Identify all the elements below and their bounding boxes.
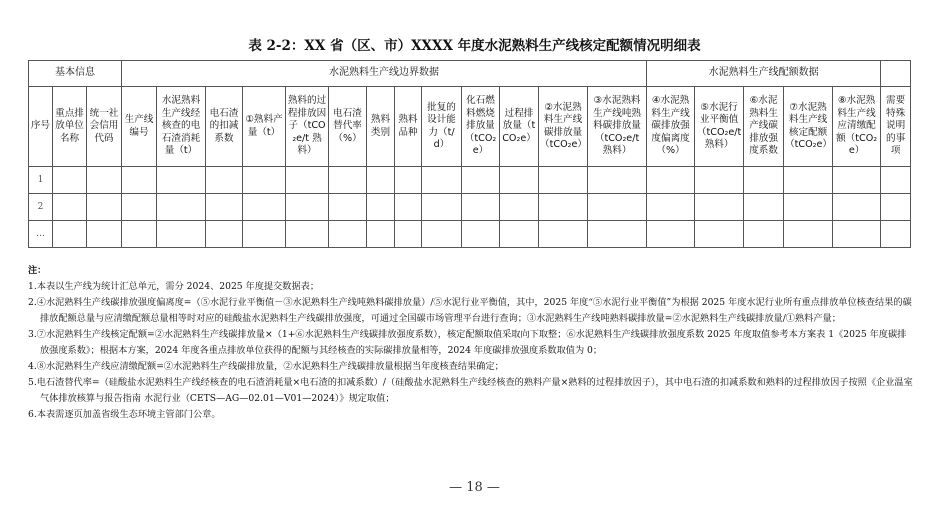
table-cell xyxy=(122,221,157,248)
row-number: 2 xyxy=(29,194,53,221)
table-cell xyxy=(395,167,422,194)
column-header: ②水泥熟料生产线碳排放量（tCO₂e） xyxy=(539,87,588,167)
column-header: 电石渣的扣减系数 xyxy=(206,87,243,167)
column-header: ③水泥熟料生产线吨熟料碳排放量（tCO₂e/t 熟料） xyxy=(588,87,647,167)
column-header: 熟料类别 xyxy=(367,87,395,167)
table-cell xyxy=(539,194,588,221)
quota-detail-table xyxy=(28,60,911,248)
table-cell xyxy=(588,221,647,248)
note-item: 5.电石渣替代率=（硅酸盐水泥熟料生产线经核查的电石渣消耗量×电石渣的扣减系数）/（硅酸盐水泥熟料生产线经核查的熟料产量×熟料的过程排放因子），其中电石渣的扣减系数和熟料的过程排放因子按照《企业温室气体排放核算与报告指南 水泥行业（CETS—AG—02.01—V01—2024）》规定取值； xyxy=(28,377,913,404)
table-cell xyxy=(588,167,647,194)
column-header: 需要特殊说明的事项 xyxy=(881,87,911,167)
table-cell xyxy=(87,221,122,248)
row-number: … xyxy=(29,221,53,248)
column-header: 重点排放单位名称 xyxy=(53,87,87,167)
table-cell xyxy=(243,221,286,248)
column-header: 生产线编号 xyxy=(122,87,157,167)
table-cell xyxy=(695,221,744,248)
table-cell xyxy=(422,194,462,221)
table-cell xyxy=(500,194,539,221)
column-header: 水泥熟料生产线经核查的电石渣消耗量（t） xyxy=(157,87,206,167)
note-item: 3.⑦水泥熟料生产线核定配额=②水泥熟料生产线碳排放量×（1+⑥水泥熟料生产线碳排放强度系数），核定配额取值采取向下取整；⑥水泥熟料生产线碳排放强度系数 2025 年度取值参考本方案表 1《2025 年度碳排放强度系数》；根据本方案，2024 年度各重点排放单位获得的配额与其经核查的实际碳排放量相等，2024 年度碳排放强度系数取值为 0； xyxy=(28,329,907,356)
column-header: ④水泥熟料生产线碳排放强度偏离度（%） xyxy=(647,87,695,167)
column-header: 电石渣替代率（%） xyxy=(329,87,367,167)
table-cell xyxy=(329,167,367,194)
table-cell xyxy=(157,194,206,221)
table-cell xyxy=(744,221,784,248)
table-cell xyxy=(695,194,744,221)
table-cell xyxy=(784,167,833,194)
table-cell xyxy=(206,167,243,194)
table-cell xyxy=(157,167,206,194)
table-cell xyxy=(647,221,695,248)
column-header: 过程排放量（tCO₂e） xyxy=(500,87,539,167)
table-cell xyxy=(157,221,206,248)
table-cell xyxy=(53,221,87,248)
table-cell xyxy=(744,194,784,221)
group-boundary-data: 水泥熟料生产线边界数据 xyxy=(122,61,647,87)
table-cell xyxy=(422,167,462,194)
column-header: ⑦水泥熟料生产线核定配额（tCO₂e） xyxy=(784,87,833,167)
table-cell xyxy=(500,221,539,248)
group-basic-info: 基本信息 xyxy=(29,61,122,87)
table-row xyxy=(29,194,911,221)
table-cell xyxy=(833,167,881,194)
table-cell xyxy=(539,221,588,248)
table-cell xyxy=(422,221,462,248)
notes xyxy=(28,263,913,423)
note-item: 6.本表需逐页加盖省级生态环境主管部门公章。 xyxy=(28,409,221,420)
table-cell xyxy=(647,194,695,221)
table-cell xyxy=(87,167,122,194)
row-number: 1 xyxy=(29,167,53,194)
table-cell xyxy=(784,194,833,221)
note-item: 4.⑧水泥熟料生产线应清缴配额=②水泥熟料生产线碳排放量，②水泥熟料生产线碳排放量根据当年度核查结果确定； xyxy=(28,361,504,372)
table-cell xyxy=(462,167,500,194)
table-cell xyxy=(206,194,243,221)
table-cell xyxy=(122,167,157,194)
page-number: — 18 — xyxy=(449,480,500,495)
table-cell xyxy=(395,221,422,248)
table-cell xyxy=(588,194,647,221)
column-header: ⑥水泥熟料生产线碳排放强度系数 xyxy=(744,87,784,167)
table-cell xyxy=(286,221,329,248)
table-cell xyxy=(329,221,367,248)
column-header: 统一社会信用代码 xyxy=(87,87,122,167)
column-header: 化石燃料燃烧排放量（tCO₂e） xyxy=(462,87,500,167)
table-cell xyxy=(833,221,881,248)
table-cell xyxy=(881,221,911,248)
column-header: 批复的设计能力（t/d） xyxy=(422,87,462,167)
table-cell xyxy=(286,167,329,194)
table-cell xyxy=(647,167,695,194)
table-cell xyxy=(367,167,395,194)
table-cell xyxy=(500,167,539,194)
note-item: 1.本表以生产线为统计汇总单元，需分 2024、2025 年度提交数据表； xyxy=(28,281,320,292)
table-cell xyxy=(243,167,286,194)
table-cell xyxy=(367,221,395,248)
column-header: ⑧水泥熟料生产线应清缴配额（tCO₂e） xyxy=(833,87,881,167)
table-cell xyxy=(784,221,833,248)
table-cell xyxy=(243,194,286,221)
table-cell xyxy=(87,194,122,221)
table-cell xyxy=(695,167,744,194)
table-cell xyxy=(539,167,588,194)
column-header: 熟料品种 xyxy=(395,87,422,167)
table-cell xyxy=(367,194,395,221)
table-cell xyxy=(744,167,784,194)
table-cell xyxy=(286,194,329,221)
table-title: 表 2-2：XX 省（区、市）XXXX 年度水泥熟料生产线核定配额情况明细表 xyxy=(248,38,701,54)
table-cell xyxy=(881,194,911,221)
notes-label: 注： xyxy=(28,265,47,276)
table-cell xyxy=(206,221,243,248)
table-cell xyxy=(329,194,367,221)
note-item: 2.④水泥熟料生产线碳排放强度偏离度=（⑤水泥行业平衡值－③水泥熟料生产线吨熟料碳排放量）/⑤水泥行业平衡值，其中，2025 年度“⑤水泥行业平衡值”为根据 2025 年度水泥行业所有重点排放单位核查结果的碳排放配额总量与应清缴配额总量相等时对应的硅酸盐水泥熟料生产线碳排放强度，可通过全国碳市场管理平台进行查询；③水泥熟料生产线吨熟料碳排放量=②水泥熟料生产线碳排放量/①熟料产量； xyxy=(28,297,912,324)
table-cell xyxy=(462,221,500,248)
group-quota-data: 水泥熟料生产线配额数据 xyxy=(647,61,881,87)
column-header: 序号 xyxy=(29,87,53,167)
table-cell xyxy=(462,194,500,221)
table-cell xyxy=(881,167,911,194)
table-cell xyxy=(395,194,422,221)
table-cell xyxy=(122,194,157,221)
table-cell xyxy=(53,167,87,194)
table-row xyxy=(29,221,911,248)
column-header: 熟料的过程排放因子（tCO₂e/t 熟料） xyxy=(286,87,329,167)
table-row xyxy=(29,167,911,194)
table-cell xyxy=(833,194,881,221)
column-header: ①熟料产量（t） xyxy=(243,87,286,167)
table-cell xyxy=(53,194,87,221)
group-empty-cell xyxy=(881,61,911,87)
column-header: ⑤水泥行业平衡值（tCO₂e/t 熟料） xyxy=(695,87,744,167)
